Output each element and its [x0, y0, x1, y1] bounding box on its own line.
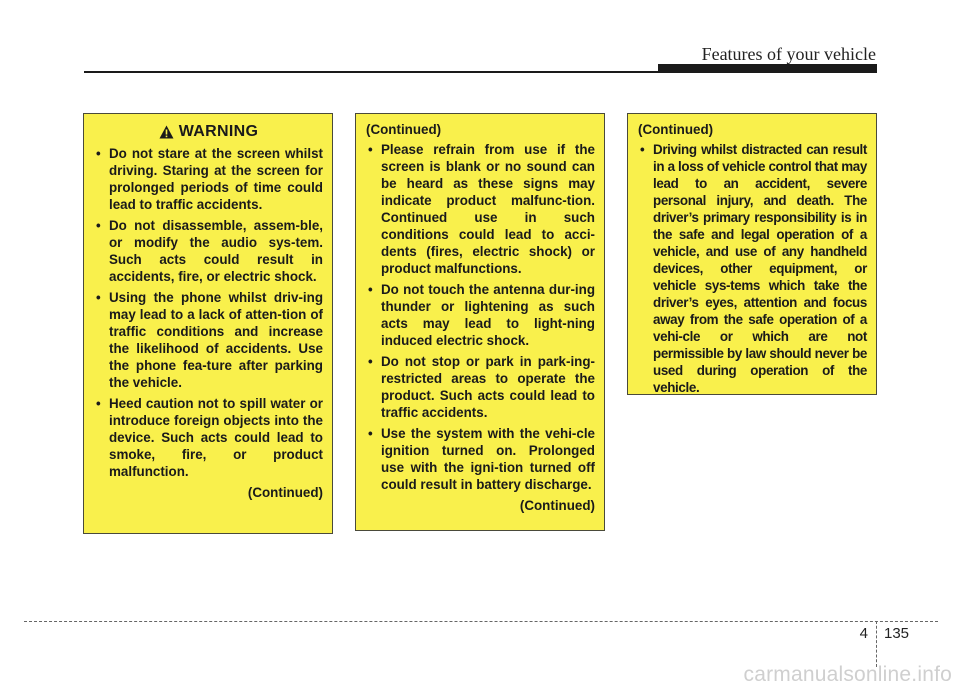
warning-box-1 [83, 113, 333, 534]
warning-triangle-icon [159, 125, 174, 139]
warning-heading-text: WARNING [178, 123, 259, 140]
list-item: • Do not stare at the screen whilst driving. Staring at the screen for prolonged periods of time could lead to traffic accidents. [94, 145, 323, 213]
continued-label: (Continued) [519, 498, 595, 513]
continued-label: (Continued) [366, 122, 442, 137]
chapter-number: 4 [859, 625, 868, 642]
bullet-list [638, 141, 867, 396]
list-item: • Using the phone whilst driv-ing may lead to a lack of atten-tion of traffic conditions and increase the likelihood of accidents. Use the phone fea-ture after parking the vehicle. [94, 289, 323, 391]
list-item: • Heed caution not to spill water or introduce foreign objects into the device. Such acts could lead to smoke, fire, or product malfunction. [94, 395, 323, 480]
list-item: • Do not touch the antenna dur-ing thunder or lightening as such acts may lead to light-ning induced electric shock. [366, 281, 595, 349]
list-item: • Please refrain from use if the screen is blank or no sound can be heard as these signs may indicate product malfunc-tion. Continued use in such conditions could lead to acci-dents (fires, electric shock) or product malfunctions. [366, 141, 595, 277]
list-item: • Do not stop or park in park-ing-restricted areas to operate the product. Such acts could lead to traffic accidents. [366, 353, 595, 421]
page-number: 135 [884, 625, 910, 642]
warning-box-3 [627, 113, 877, 395]
list-item: • Driving whilst distracted can result in a loss of vehicle control that may lead to an accident, severe personal injury, and death. The driver’s primary responsibility is in the safe and legal operation of a vehicle, and use of any handheld devices, other equipment, or vehicle sys-tems which take the driver’s eyes, attention and focus away from the safe operation of a vehi-cle or which are not permissible by law should never be used during operation of the vehicle. [638, 141, 867, 396]
watermark: carmanualsonline.info [743, 663, 952, 686]
page-header-title: Features of your vehicle [701, 44, 876, 64]
bullet-list [94, 145, 323, 480]
bullet-list [366, 141, 595, 493]
header-rule-accent [658, 64, 877, 72]
list-item: • Do not disassemble, assem-ble, or modify the audio sys-tem. Such acts could result in accidents, fire, or electric shock. [94, 217, 323, 285]
warning-heading [94, 123, 323, 140]
footer-rule [24, 621, 938, 622]
list-item: • Use the system with the vehi-cle ignition turned on. Prolonged use with the igni-tion turned off could result in battery discharge. [366, 425, 595, 493]
continued-label: (Continued) [638, 122, 714, 137]
warning-box-2 [355, 113, 605, 531]
continued-label: (Continued) [247, 485, 323, 500]
footer-divider [876, 621, 877, 667]
